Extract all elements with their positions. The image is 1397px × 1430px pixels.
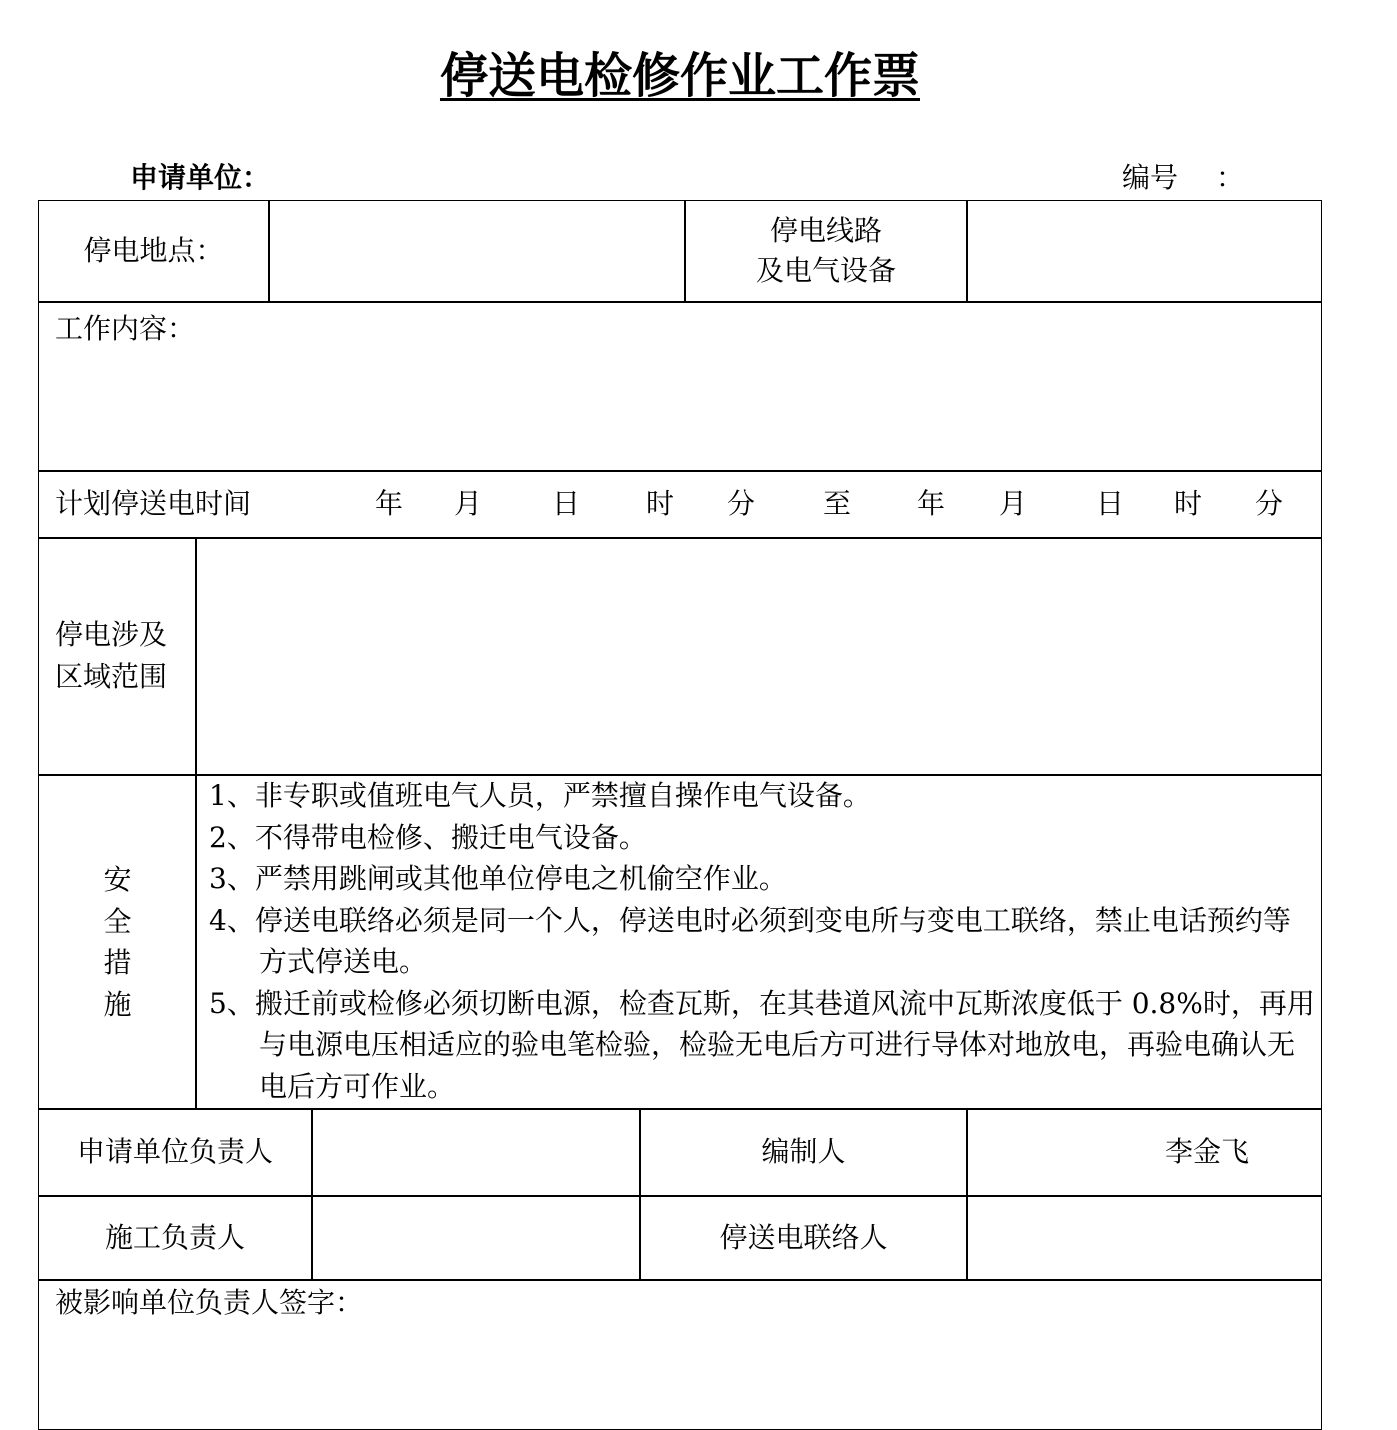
outage-location-label-text: 停电地点： bbox=[83, 234, 224, 267]
end-year-unit: 年 bbox=[917, 487, 946, 520]
work-content-label: 工作内容： bbox=[55, 312, 196, 345]
affected-area-field[interactable] bbox=[197, 538, 1321, 774]
start-day-unit: 日 bbox=[552, 487, 581, 520]
construction-head-label bbox=[39, 1196, 311, 1279]
end-hour-unit: 时 bbox=[1174, 487, 1203, 520]
safety-measure-item: 5、搬迁前或检修必须切断电源，检查瓦斯，在其巷道风流中瓦斯浓度低于 0.8%时，再用与电源电压相适应的验电笔检验，检验无电后方可进行导体对地放电，再验电确认无电后方可作业。 bbox=[209, 986, 1315, 1103]
power-contact-label bbox=[641, 1196, 966, 1279]
safety-measure-item: 4、停送电联络必须是同一个人，停送电时必须到变电所与变电工联络，禁止电话预约等方式停送电。 bbox=[209, 903, 1291, 978]
applicant-head-label-text: 申请单位负责人 bbox=[76, 1135, 273, 1168]
power-contact-label-text: 停送电联络人 bbox=[719, 1220, 888, 1254]
end-minute-unit: 分 bbox=[1255, 487, 1284, 520]
compiler-label-text: 编制人 bbox=[761, 1135, 846, 1168]
affected-unit-signature-field[interactable] bbox=[39, 1280, 1321, 1430]
safety-label-char: 施 bbox=[103, 987, 132, 1021]
work-content-field[interactable] bbox=[39, 302, 1321, 470]
outage-lines-label bbox=[686, 201, 966, 301]
time-range-to: 至 bbox=[823, 487, 852, 520]
compiler-label bbox=[641, 1109, 966, 1195]
end-day-unit: 日 bbox=[1096, 487, 1125, 520]
planned-time-row bbox=[39, 471, 1321, 538]
construction-head-field[interactable] bbox=[313, 1196, 639, 1279]
document-title bbox=[0, 46, 1360, 106]
safety-measures-list bbox=[197, 775, 1317, 1107]
number-label: 编号 bbox=[1122, 161, 1179, 194]
work-ticket-form bbox=[38, 200, 1322, 1430]
outage-lines-label-line2: 及电气设备 bbox=[755, 254, 896, 287]
power-contact-field[interactable] bbox=[968, 1196, 1321, 1279]
applicant-unit-label: 申请单位： bbox=[130, 161, 271, 194]
start-hour-unit: 时 bbox=[646, 487, 675, 520]
safety-label-char: 全 bbox=[103, 904, 132, 938]
safety-measure-item: 2、不得带电检修、搬迁电气设备。 bbox=[209, 820, 647, 854]
affected-area-label bbox=[39, 538, 195, 774]
planned-time-label: 计划停送电时间 bbox=[55, 487, 252, 520]
start-minute-unit: 分 bbox=[727, 487, 756, 520]
outage-location-label bbox=[39, 201, 268, 301]
end-month-unit: 月 bbox=[999, 487, 1028, 520]
affected-area-label-line1: 停电涉及 bbox=[55, 618, 168, 651]
safety-label-char: 措 bbox=[103, 946, 132, 979]
document-title-text: 停送电检修作业工作票 bbox=[439, 48, 920, 104]
affected-area-label-line2: 区域范围 bbox=[55, 660, 168, 693]
applicant-head-field[interactable] bbox=[313, 1109, 639, 1195]
outage-lines-field[interactable] bbox=[968, 201, 1321, 301]
start-month-unit: 月 bbox=[454, 487, 483, 520]
safety-measure-item: 1、非专职或值班电气人员，严禁擅自操作电气设备。 bbox=[209, 779, 871, 812]
outage-location-field[interactable] bbox=[270, 201, 684, 301]
affected-unit-signature-label: 被影响单位负责人签字： bbox=[55, 1286, 364, 1319]
safety-label-char: 安 bbox=[103, 863, 132, 896]
safety-measure-item: 3、严禁用跳闸或其他单位停电之机偷空作业。 bbox=[209, 862, 787, 895]
construction-head-label-text: 施工负责人 bbox=[104, 1220, 245, 1254]
compiler-field[interactable] bbox=[968, 1109, 1321, 1195]
safety-measures-label bbox=[39, 775, 196, 1109]
compiler-name: 李金飞 bbox=[1164, 1135, 1249, 1168]
applicant-head-label bbox=[39, 1109, 311, 1195]
number-colon: ： bbox=[1216, 161, 1245, 194]
start-year-unit: 年 bbox=[375, 487, 404, 520]
outage-lines-label-line1: 停电线路 bbox=[769, 214, 882, 247]
